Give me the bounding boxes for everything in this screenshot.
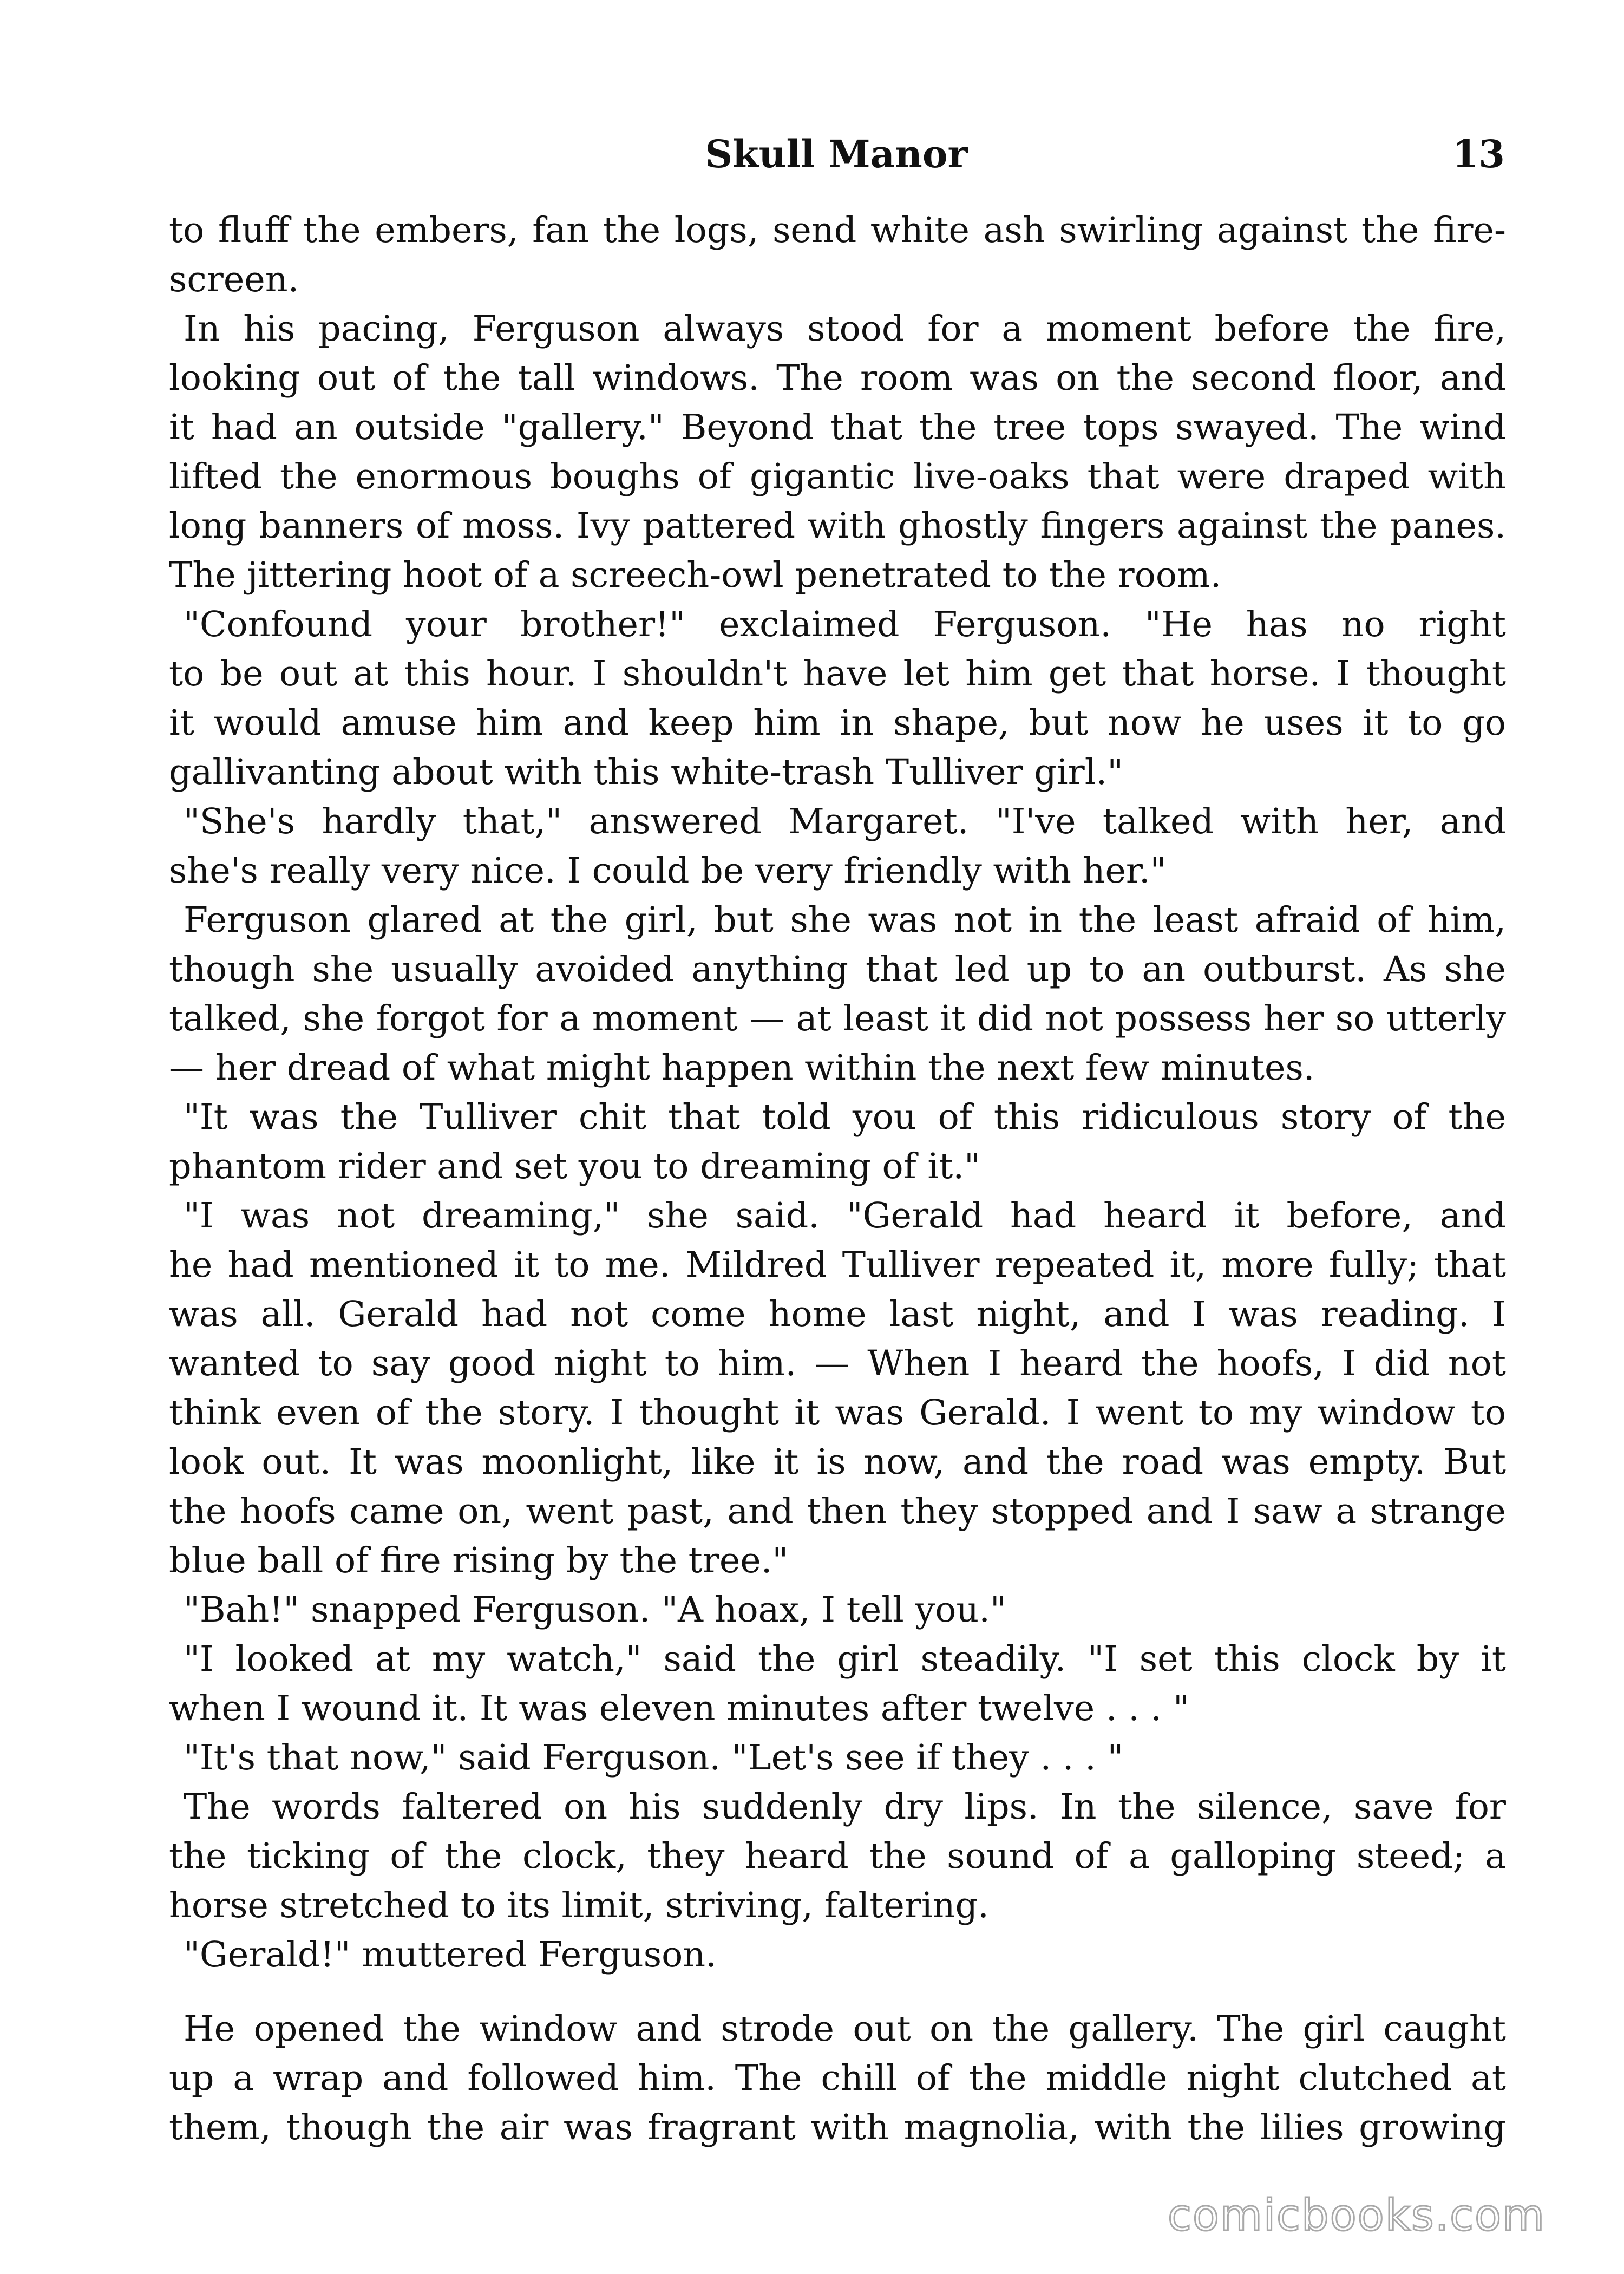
text-line: "It's that now," said Ferguson. "Let's see if they . . . ": [184, 1737, 1124, 1778]
text-line: wanted to say good night to him. — When I heard the hoofs, I did not: [169, 1343, 1506, 1384]
text-line: he had mentioned it to me. Mildred Tulliver repeated it, more fully; that: [169, 1245, 1506, 1285]
text-line: The jittering hoot of a screech-owl penetrated to the room.: [169, 555, 1222, 596]
text-line: "I was not dreaming," she said. "Gerald had heard it before, and: [184, 1195, 1506, 1236]
text-line: "Gerald!" muttered Ferguson.: [184, 1935, 717, 1975]
text-line: it had an outside "gallery." Beyond that the tree tops swayed. The wind: [169, 407, 1506, 448]
text-line: blue ball of fire rising by the tree.": [169, 1540, 789, 1581]
text-line: gallivanting about with this white-trash Tulliver girl.": [169, 752, 1124, 793]
running-head: [168, 127, 1505, 187]
text-line: screen.: [169, 259, 299, 300]
text-line: to be out at this hour. I shouldn't have let him get that horse. I thought: [169, 654, 1506, 694]
text-line: when I wound it. It was eleven minutes after twelve . . . ": [169, 1688, 1189, 1729]
watermark: comicbooks.com: [1167, 2190, 1546, 2240]
text-line: it would amuse him and keep him in shape, but now he uses it to go: [169, 703, 1506, 743]
text-line: phantom rider and set you to dreaming of it.": [169, 1146, 980, 1187]
section-break: [169, 1979, 1506, 2004]
text-line: them, though the air was fragrant with magnolia, with the lilies growing: [169, 2107, 1506, 2148]
text-line: to fluff the embers, fan the logs, send white ash swirling against the fire-: [169, 210, 1506, 251]
text-line: "She's hardly that," answered Margaret. "I've talked with her, and: [184, 801, 1506, 842]
text-line: "I looked at my watch," said the girl steadily. "I set this clock by it: [184, 1639, 1506, 1680]
running-title: Skull Manor: [705, 132, 968, 177]
text-line: "It was the Tulliver chit that told you of this ridiculous story of the: [184, 1097, 1506, 1138]
text-line: the ticking of the clock, they heard the sound of a galloping steed; a: [169, 1836, 1506, 1877]
page-number: 13: [1452, 132, 1505, 177]
text-line: long banners of moss. Ivy pattered with ghostly fingers against the panes.: [169, 506, 1506, 546]
text-line: up a wrap and followed him. The chill of the middle night clutched at: [169, 2058, 1506, 2099]
text-line: talked, she forgot for a moment — at least it did not possess her so utterly: [169, 998, 1506, 1039]
text-line: looking out of the tall windows. The room was on the second floor, and: [169, 358, 1506, 398]
text-line: He opened the window and strode out on the gallery. The girl caught: [184, 2009, 1506, 2049]
text-line: look out. It was moonlight, like it is now, and the road was empty. But: [169, 1442, 1506, 1482]
text-line: "Confound your brother!" exclaimed Ferguson. "He has no right: [184, 604, 1506, 645]
text-line: — her dread of what might happen within the next few minutes.: [169, 1048, 1315, 1088]
text-line: The words faltered on his suddenly dry lips. In the silence, save for: [184, 1787, 1506, 1827]
text-line: was all. Gerald had not come home last night, and I was reading. I: [169, 1294, 1506, 1335]
text-line: In his pacing, Ferguson always stood for a moment before the fire,: [184, 309, 1506, 349]
text-line: she's really very nice. I could be very friendly with her.": [169, 851, 1167, 891]
text-line: Ferguson glared at the girl, but she was not in the least afraid of him,: [184, 900, 1506, 940]
text-line: the hoofs came on, went past, and then they stopped and I saw a strange: [169, 1491, 1506, 1532]
text-line: think even of the story. I thought it was Gerald. I went to my window to: [169, 1393, 1506, 1433]
text-line: horse stretched to its limit, striving, faltering.: [169, 1885, 989, 1926]
text-line: lifted the enormous boughs of gigantic live-oaks that were draped with: [169, 456, 1506, 497]
text-line: though she usually avoided anything that led up to an outburst. As she: [169, 949, 1506, 990]
body-text: [169, 206, 1506, 2152]
text-line: "Bah!" snapped Ferguson. "A hoax, I tell you.": [184, 1590, 1006, 1630]
